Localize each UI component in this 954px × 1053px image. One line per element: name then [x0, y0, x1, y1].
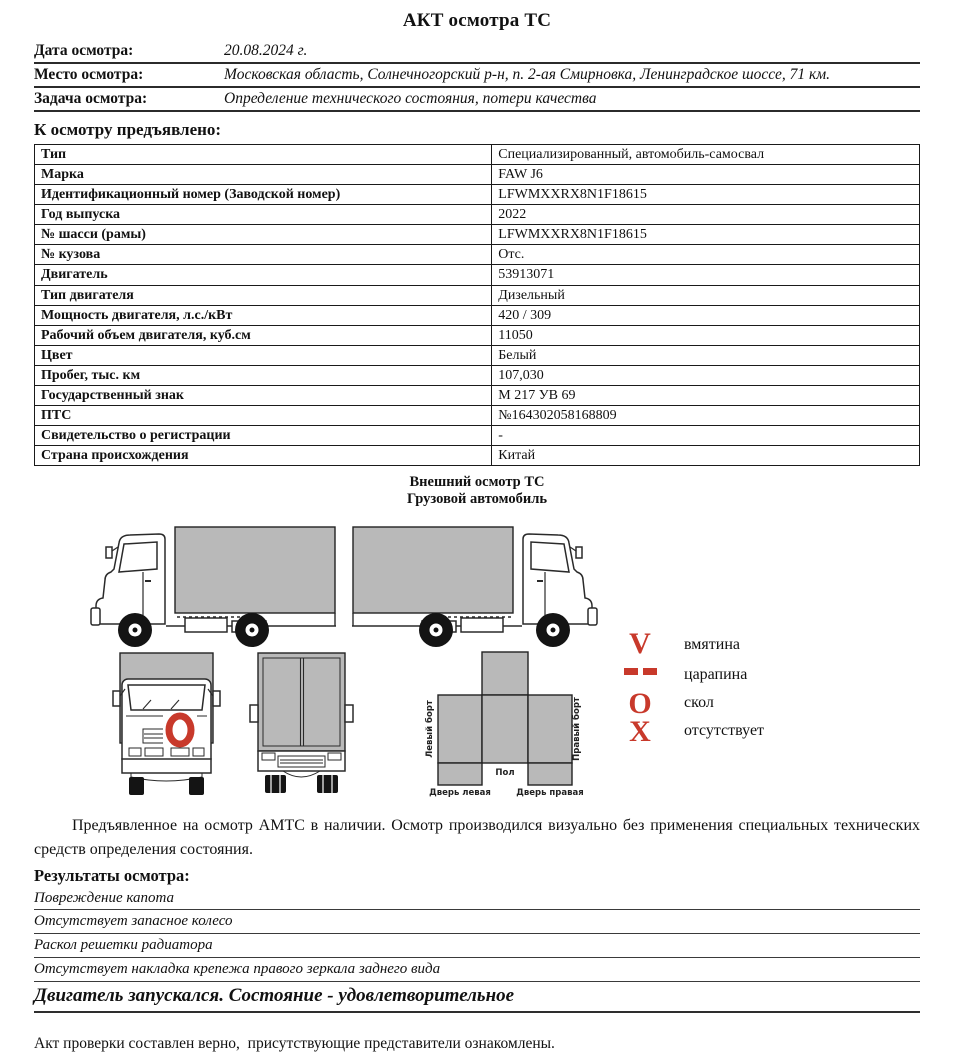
- field-row-place: [34, 64, 920, 88]
- spec-value: Специализированный, автомобиль-самосвал: [492, 145, 920, 165]
- spec-value: -: [492, 426, 920, 446]
- spec-label: Мощность двигателя, л.с./кВт: [35, 305, 492, 325]
- spec-label: Тип: [35, 145, 492, 165]
- cargo-box-unfolded: [424, 652, 584, 798]
- left-mirror: [113, 691, 120, 706]
- right-side-panel: [528, 695, 572, 763]
- results-heading: Результаты осмотра:: [34, 865, 190, 885]
- table-row: [35, 145, 920, 165]
- footer-note: Акт проверки составлен верно, присутствующие представители ознакомлены.: [34, 1034, 555, 1052]
- spec-label: Тип двигателя: [35, 285, 492, 305]
- front-bumper: [122, 759, 211, 773]
- vehicle-spec-table: [34, 144, 920, 466]
- field-label: Задача осмотра:: [34, 90, 148, 107]
- left-mirror: [250, 705, 258, 722]
- spec-label: Двигатель: [35, 265, 492, 285]
- damage-legend: [624, 627, 764, 748]
- label-left-side: Левый борт: [425, 699, 435, 758]
- right-mirror: [213, 691, 220, 706]
- table-row: [35, 385, 920, 405]
- table-row: [35, 365, 920, 385]
- field-row-task: [34, 88, 920, 112]
- presented-heading: К осмотру предъявлено:: [34, 120, 222, 139]
- spec-value: 53913071: [492, 265, 920, 285]
- truck-front-view: [113, 653, 220, 795]
- right-door-panel: [528, 763, 572, 785]
- label-right-door: Дверь правая: [516, 787, 584, 798]
- table-row: [35, 426, 920, 446]
- label-left-door: Дверь левая: [429, 787, 491, 798]
- table-row: [35, 345, 920, 365]
- spec-value: М 217 УВ 69: [492, 385, 920, 405]
- table-row: [35, 225, 920, 245]
- diagram-title-line1: Внешний осмотр ТС: [409, 474, 545, 491]
- table-row: [35, 325, 920, 345]
- field-value: Определение технического состояния, потери качества: [224, 90, 597, 107]
- list-item: Повреждение капота: [34, 887, 920, 911]
- table-row: [35, 446, 920, 466]
- spec-value: Отс.: [492, 245, 920, 265]
- left-side-panel: [438, 695, 482, 763]
- spec-value: 11050: [492, 325, 920, 345]
- table-row: [35, 205, 920, 225]
- spec-label: Идентификационный номер (Заводской номер): [35, 185, 492, 205]
- truck-side-left: [91, 527, 336, 647]
- rear-right-tires: [317, 775, 338, 793]
- legend-label-dent: вмятина: [684, 635, 740, 653]
- list-item: Отсутствует накладка крепежа правого зеркала заднего вида: [34, 958, 920, 982]
- legend-symbol-dent: V: [629, 626, 651, 660]
- right-mirror: [345, 705, 353, 722]
- table-row: [35, 265, 920, 285]
- floor-panel: [482, 695, 528, 763]
- table-row: [35, 406, 920, 426]
- diagram-title-line2: Грузовой автомобиль: [407, 490, 547, 507]
- inspection-act-document: [0, 10, 954, 1052]
- table-row: [35, 305, 920, 325]
- rear-left-tires: [265, 775, 286, 793]
- spec-label: Страна происхождения: [35, 446, 492, 466]
- field-row-date: [34, 40, 920, 64]
- spec-value: 107,030: [492, 365, 920, 385]
- rear-bumper: [258, 751, 345, 771]
- spec-value: LFWMXXRX8N1F18615: [492, 225, 920, 245]
- diagram-title: [34, 474, 920, 507]
- label-floor: Пол: [495, 767, 515, 778]
- spec-label: Рабочий объем двигателя, куб.см: [35, 325, 492, 345]
- truck-rear-view: [250, 653, 353, 793]
- field-label: Место осмотра:: [34, 66, 144, 83]
- list-item: Отсутствует запасное колесо: [34, 910, 920, 934]
- cargo-doors: [258, 653, 345, 751]
- spec-label: Марка: [35, 165, 492, 185]
- table-row: [35, 245, 920, 265]
- spec-label: Год выпуска: [35, 205, 492, 225]
- legend-symbol-chip: O: [628, 686, 652, 720]
- legend-label-missing: отсутствует: [684, 721, 765, 739]
- page-title: АКТ осмотра ТС: [402, 10, 552, 31]
- spec-value: Китай: [492, 446, 920, 466]
- spec-value: 2022: [492, 205, 920, 225]
- spec-label: Государственный знак: [35, 385, 492, 405]
- vehicle-diagram-svg: [0, 510, 954, 810]
- spec-value: Дизельный: [492, 285, 920, 305]
- spec-label: № кузова: [35, 245, 492, 265]
- spec-value: 420 / 309: [492, 305, 920, 325]
- damage-marker-chip: [163, 713, 197, 746]
- windshield: [128, 685, 205, 710]
- legend-label-scratch: царапина: [684, 665, 748, 683]
- spec-label: № шасси (рамы): [35, 225, 492, 245]
- front-left-tire: [129, 777, 144, 795]
- list-item: Раскол решетки радиатора: [34, 934, 920, 958]
- table-row: [35, 285, 920, 305]
- table-row: [35, 165, 920, 185]
- rear-apron: [283, 771, 320, 777]
- spec-label: Цвет: [35, 345, 492, 365]
- spec-label: Пробег, тыс. км: [35, 365, 492, 385]
- left-door-panel: [438, 763, 482, 785]
- field-value: Московская область, Солнечногорский р-н, п. 2-ая Смирновка, Ленинградское шоссе, 71 км.: [224, 66, 830, 83]
- truck-side-right: [352, 527, 597, 647]
- legend-symbol-scratch: [624, 668, 657, 675]
- field-label: Дата осмотра:: [34, 42, 134, 59]
- legend-symbol-missing: X: [629, 714, 651, 748]
- table-row: [35, 185, 920, 205]
- front-right-tire: [189, 777, 204, 795]
- spec-label: Свидетельство о регистрации: [35, 426, 492, 446]
- spec-value: LFWMXXRX8N1F18615: [492, 185, 920, 205]
- spec-value: FAW J6: [492, 165, 920, 185]
- field-value: 20.08.2024 г.: [224, 42, 308, 59]
- availability-note: Предъявленное на осмотр АМТС в наличии. Осмотр производился визуально без применения специальных технических средств определения состояния.: [34, 816, 920, 858]
- conclusion-line: Двигатель запускался. Состояние - удовлетворительное: [34, 982, 920, 1013]
- front-panel: [482, 652, 528, 695]
- spec-value: №164302058168809: [492, 406, 920, 426]
- label-right-side: Правый борт: [572, 696, 582, 761]
- spec-label: ПТС: [35, 406, 492, 426]
- spec-value: Белый: [492, 345, 920, 365]
- legend-label-chip: скол: [684, 693, 714, 711]
